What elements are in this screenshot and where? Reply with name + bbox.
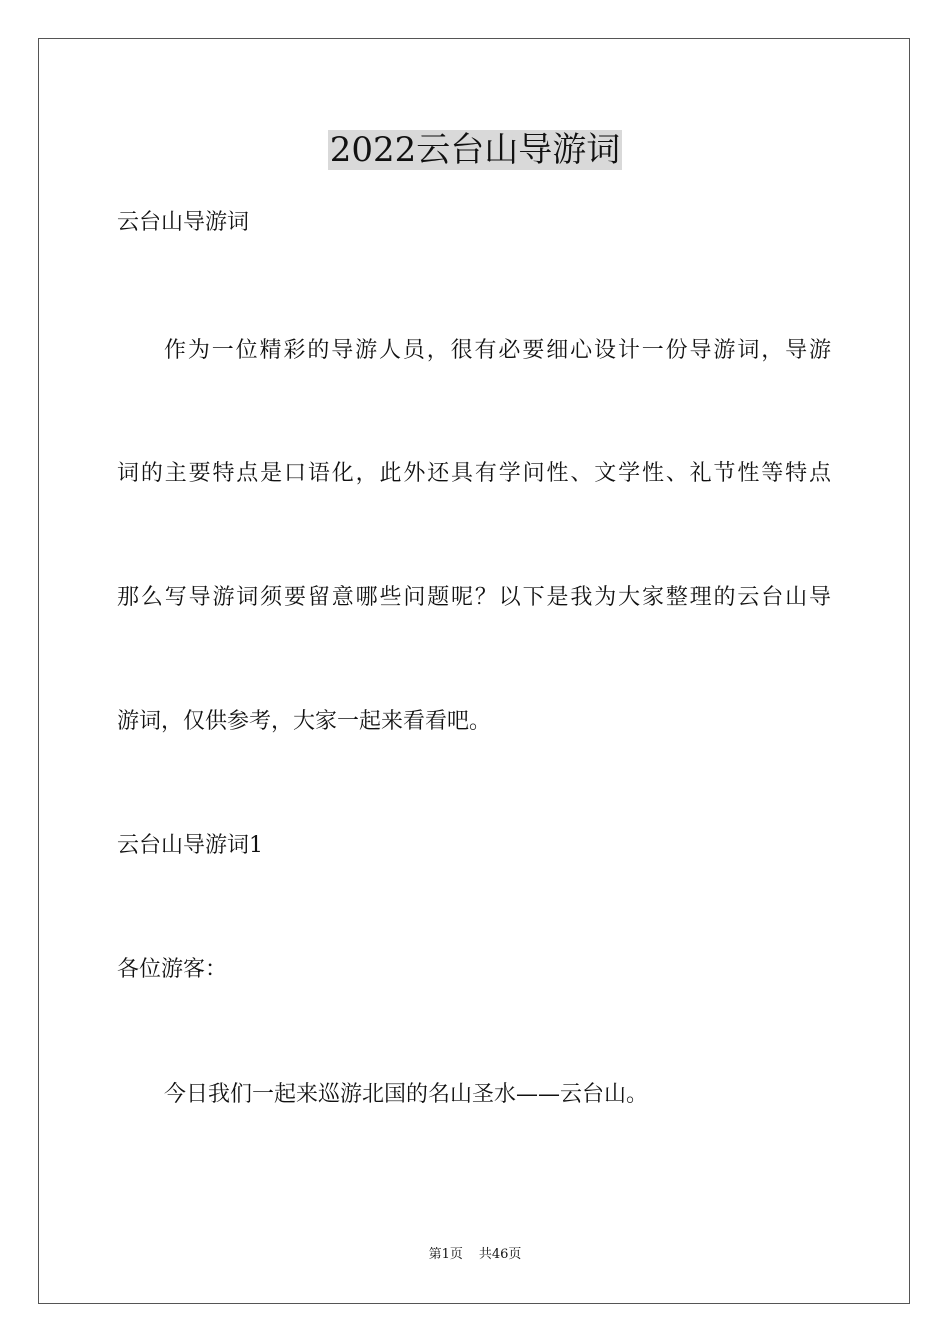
paragraph-line: 游词，仅供参考，大家一起来看看吧。	[117, 709, 492, 734]
document-title-text: 2022云台山导游词	[329, 130, 621, 170]
page-footer	[0, 1246, 950, 1264]
greeting-line: 各位游客：	[117, 957, 228, 982]
page-number: 第1页	[428, 1247, 463, 1262]
subtitle-line: 云台山导游词	[117, 210, 250, 235]
section-heading: 云台山导游词1	[117, 833, 263, 858]
document-title	[0, 128, 950, 172]
paragraph-line: 作为一位精彩的导游人员，很有必要细心设计一份导游词，导游	[164, 338, 831, 363]
paragraph-line: 今日我们一起来巡游北国的名山圣水——云台山。	[164, 1082, 649, 1107]
paragraph-line: 词的主要特点是口语化，此外还具有学问性、文学性、礼节性等特点	[117, 461, 831, 486]
paragraph-line: 那么写导游词须要留意哪些问题呢？以下是我为大家整理的云台山导	[117, 585, 831, 610]
page-total: 共46页	[478, 1247, 522, 1262]
